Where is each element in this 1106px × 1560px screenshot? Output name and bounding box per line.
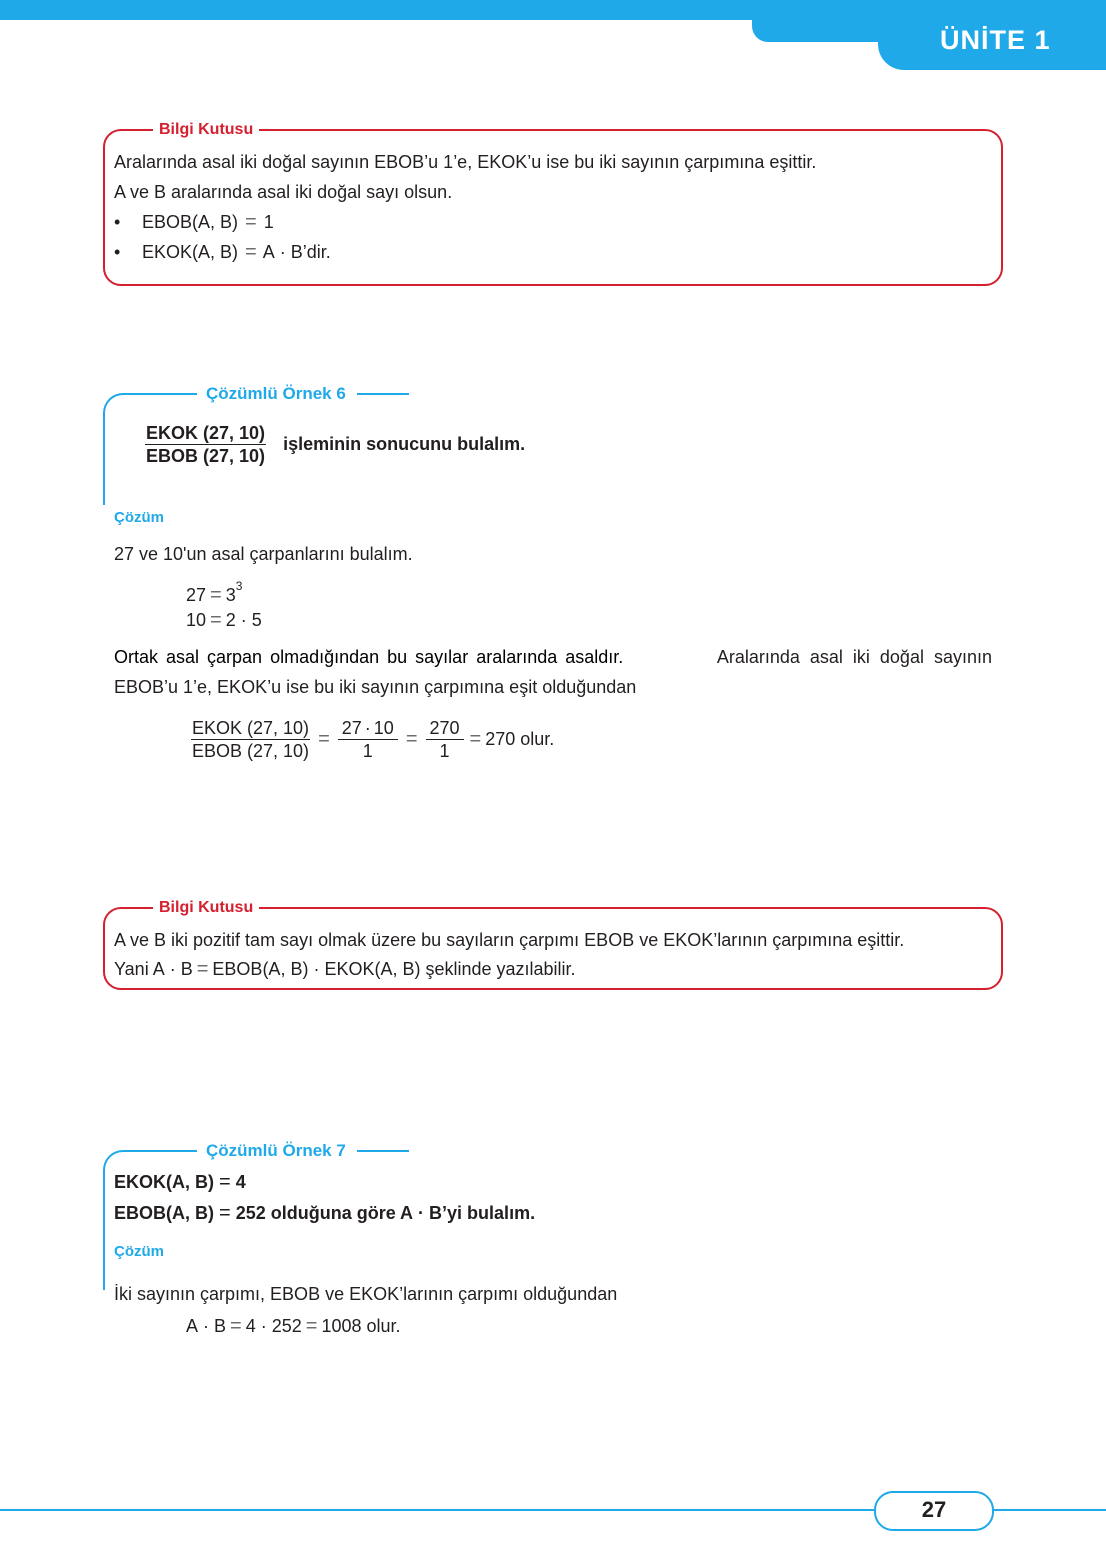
- info-box-1-bullet-2: • EKOK(A, B) = A · B’dir.: [114, 241, 331, 263]
- example-6-step-1: 27 ve 10'un asal çarpanlarını bulalım.: [114, 544, 413, 564]
- example-7-question-line-1: EKOK(A, B) = 4: [114, 1171, 246, 1193]
- example-6-result: $\frac{\text{EKOK (27, 10)}}{\text{EBOB (27, 10)}}$ = $\frac{27 \cdot 10}{1}$ = $\frac{270}{1}$ = 270 olur.: [192, 718, 555, 761]
- example-6-paragraph-line-2: EBOB’u 1’e, EKOK’u ise bu iki sayının çarpımına eşit olduğundan: [114, 677, 637, 697]
- example-7-question-line-2: EBOB(A, B) = 252 olduğuna göre A · B’yi bulalım.: [114, 1202, 536, 1224]
- info-box-2-line-2: Yani A · B = EBOB(A, B) · EKOK(A, B) şeklinde yazılabilir.: [114, 958, 576, 980]
- example-6-title: Çözümlü Örnek 6: [206, 384, 346, 403]
- example-6-eq-27: $27 = 3^3$: [186, 579, 243, 606]
- info-box-2-label: Bilgi Kutusu: [153, 899, 259, 917]
- ekok-over-ebob-fraction: $\frac{\text{EKOK (27, 10)}}{\text{EBOB (27, 10)}}$: [146, 423, 266, 466]
- bullet-icon: •: [114, 212, 121, 232]
- unit-title: ÜNİTE 1: [940, 25, 1051, 55]
- result-fraction-1: $\frac{\text{EKOK (27, 10)}}{\text{EBOB (27, 10)}}$: [192, 718, 310, 761]
- result-fraction-3: $\frac{270}{1}$: [426, 718, 464, 761]
- info-box-1-line-2: A ve B aralarında asal iki doğal sayı olsun.: [114, 182, 453, 202]
- example-6-eq-10: 10 = 2 · 5: [186, 609, 262, 631]
- example-7-solution-label: Çözüm: [114, 1243, 164, 1260]
- example-6-title-rule: [357, 393, 409, 395]
- result-fraction-2: $\frac{27 \cdot 10}{1}$: [338, 718, 398, 761]
- info-box-1-bullet-1: • EBOB(A, B) = 1: [114, 211, 274, 233]
- example-6-paragraph-line-1: Ortak asal çarpan olmadığından bu sayılar aralarında asaldır. Aralarında asal iki doğal sayının: [114, 647, 992, 667]
- info-box-1-label: Bilgi Kutusu: [153, 121, 259, 139]
- example-6-question: $\frac{\text{EKOK (27, 10)}}{\text{EBOB (27, 10)}}$ işleminin sonucunu bulalım.: [146, 423, 526, 466]
- info-box-2-line-1: A ve B iki pozitif tam sayı olmak üzere bu sayıların çarpımı EBOB ve EKOK’larının çarpımına eşittir.: [114, 930, 905, 950]
- example-7-step-1: İki sayının çarpımı, EBOB ve EKOK’larının çarpımı olduğundan: [114, 1284, 618, 1304]
- bullet-icon: •: [114, 242, 121, 262]
- example-7-result: A · B = 4 · 252 = 1008 olur.: [186, 1315, 401, 1337]
- example-7-title-rule: [357, 1150, 409, 1152]
- info-box-1-line-1: Aralarında asal iki doğal sayının EBOB’u 1’e, EKOK’u ise bu iki sayının çarpımına eşittir.: [114, 152, 817, 172]
- example-6-solution-label: Çözüm: [114, 509, 164, 526]
- page-number: 27: [921, 1497, 947, 1522]
- example-7-title: Çözümlü Örnek 7: [206, 1141, 346, 1160]
